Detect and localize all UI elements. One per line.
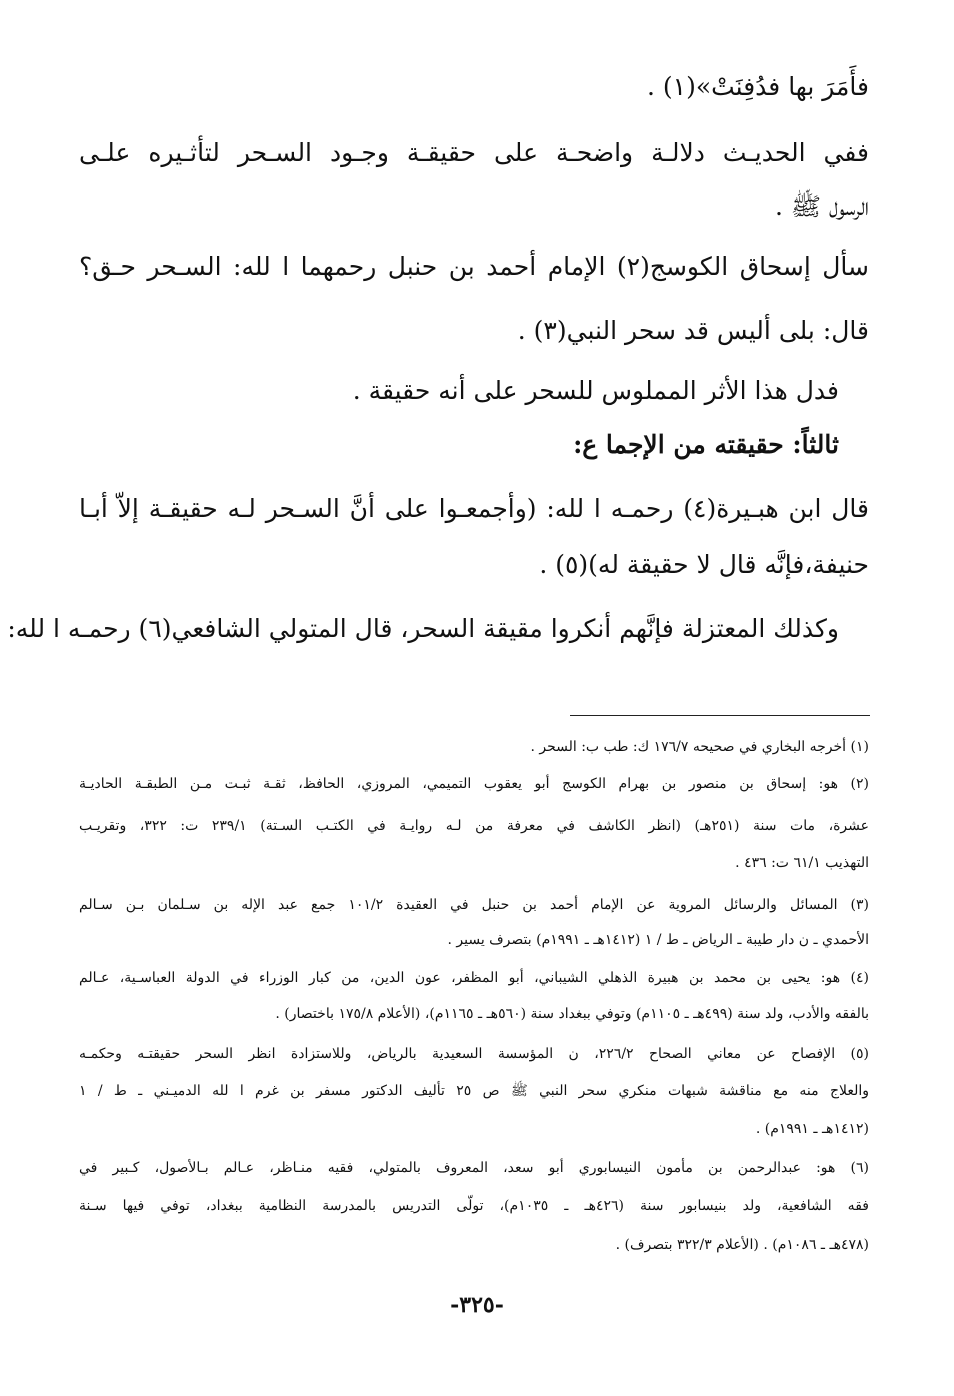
footnote-3-line-1: (٣) المسائل والرسائل المروية عن الإمام أحمد بن حنبل في العقيدة ١٠١/٢ جمع عبد الإله بن سـلمان بـن سـالم xyxy=(79,897,870,913)
body-line-10: وكذلك المعتزلة فإنَّهم أنكروا مقيقة السحر، قال المتولي الشافعي(٦) رحمـه ا لله: xyxy=(7,614,839,643)
body-line-1: فأَمَرَ بها فدُفِنَتْ»(١) . xyxy=(646,72,869,101)
footnote-5-line-1: (٥) الإفصاح عن معاني الصحاح ٢٢٦/٢، ن المؤسسة السعيدية بالرياض، وللاستزادة انظر السحر حقيقتـه وحكمـه xyxy=(79,1046,869,1062)
body-line-6: فدل هذا الأثر المملوس للسحر على أنه حقيقة . xyxy=(352,376,839,405)
footnote-6-line-3: (٤٧٨هـ ـ ١٠٨٦م) . (الأعلام ٣٢٢/٣ بتصرف) . xyxy=(615,1237,869,1253)
footnote-5-line-3: (١٤١٢هـ ـ ١٩٩١م) . xyxy=(755,1121,869,1137)
footnote-4-line-2: بالفقه والأدب، ولد سنة (٤٩٩هـ ـ ١١٠٥م) وتوفي ببغداد سنة (٥٦٠هـ ـ ١١٦٥م)، (الأعلام ١٧٥/٨ باختصار) . xyxy=(275,1006,869,1022)
footnote-6-line-1: (٦) هو: عبدالرحمن بن مأمون النيسابوري أبو سعد، المعروف بالمتولي، فقيه منـاظر، عـالم بـالأصول، كـبير في xyxy=(79,1160,869,1176)
body-line-3: الرسول ﷺ . xyxy=(775,192,869,221)
footnote-1: (١) أخرجه البخاري في صحيحه ١٧٦/٧ ك: طب ب: السحر . xyxy=(530,739,869,755)
footnote-6-line-2: فقه الشافعية، ولد بنيسابور سنة (٤٢٦هـ ـ ١٠٣٥م)، تولّى التدريس بالمدرسة النظامية ببغداد، توفي فيها سـنة xyxy=(79,1198,869,1214)
footnote-4-line-1: (٤) هو: يحيى بن محمد بن هبيرة الذهلي الشيباني، أبو المظفر، عون الدين، من كبار الوزراء في الدولة العباسـية، عـالم xyxy=(79,970,869,986)
section-heading: ثالثاً: حقيقته من الإجما ع: xyxy=(573,430,839,459)
body-line-2: ففي الحديـث دلالـة واضحـة على حقيقـة وجـود السـحر لتأثـيره علـى xyxy=(79,138,869,167)
page-number: -٣٢٥- xyxy=(450,1292,504,1318)
footnote-2-line-1: (٢) هو: إسحاق بن منصور بن بهرام الكوسج أبو يعقوب التميمي، المروزي، الحافظ، ثقـة ثبـت مـن الطبقـة الحاديـة xyxy=(79,776,869,792)
footnote-2-line-2: عشرة، مات سنة (٢٥١هـ) (انظر الكاشف في معرفة من لـه روايـة في الكتـب السـتة) ٢٣٩/١ ت: ٣٢٢، وتقريـب xyxy=(79,818,869,834)
footnote-divider xyxy=(570,715,870,716)
body-line-8: قال ابن هبـيرة(٤) رحمـه ا لله: (وأجمعـوا على أنَّ السـحر لـه حقيقـة إلاّ أبـا xyxy=(79,494,869,523)
body-line-9: حنيفة،فإنَّه قال لا حقيقة له)(٥) . xyxy=(539,550,869,579)
footnote-2-line-3: التهذيب ٦١/١ ت: ٤٣٦ . xyxy=(735,855,869,871)
body-line-4: سأل إسحاق الكوسج(٢) الإمام أحمد بن حنبل رحمهما ا لله: السـحر حـق؟ xyxy=(79,252,869,281)
body-line-5: قال: بلى أليس قد سحر النبي(٣) . xyxy=(517,316,869,345)
footnote-5-line-2: والعلاج منه مع مناقشة شبهات منكري سحر النبي ﷺ ص ٢٥ تأليف الدكتور مسفر بن غرم ا لله الدميـني ـ ط / ١ xyxy=(79,1083,870,1099)
footnote-3-line-2: الأحمدي ـ ن دار طيبة ـ الرياض ـ ط / ١ (١٤١٢هـ ـ ١٩٩١م) بتصرف يسير . xyxy=(447,932,869,948)
